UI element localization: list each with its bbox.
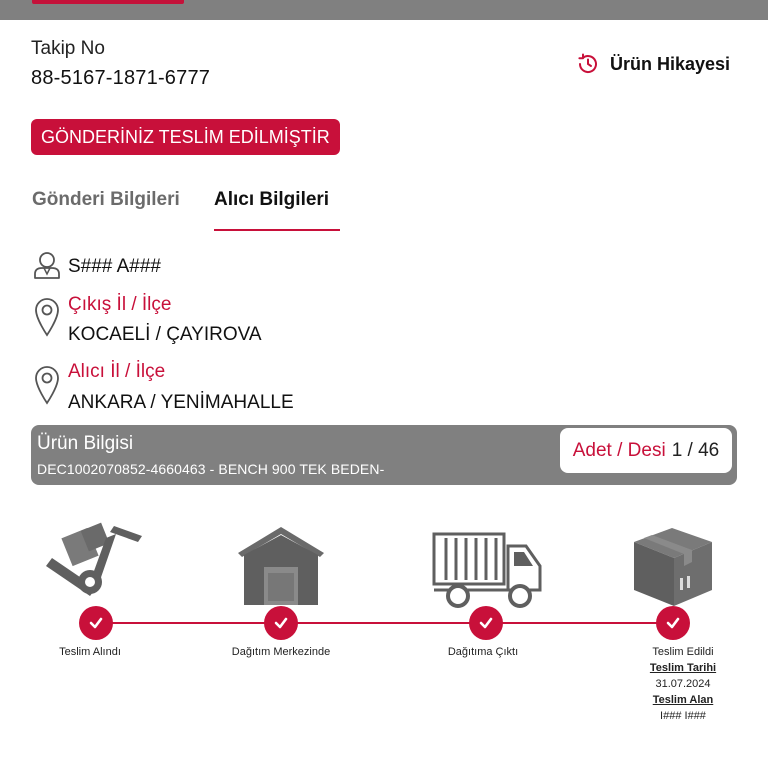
brand-logo: [32, 0, 184, 4]
warehouse-icon: [238, 527, 324, 607]
hand-truck-icon: [44, 518, 144, 608]
product-history-label: Ürün Hikayesi: [610, 53, 731, 74]
top-bar: [0, 0, 768, 20]
quantity-box: [560, 428, 732, 473]
quantity-value: 1 / 46: [671, 439, 720, 461]
step-label-out-for-delivery: Dağıtıma Çıktı: [447, 646, 519, 658]
active-tab-indicator: [214, 229, 340, 231]
product-info-box: [31, 425, 737, 485]
delivery-receiver-value: I### I###: [660, 710, 706, 722]
step-label-delivered: Teslim Edildi: [652, 646, 714, 658]
tracking-label: Takip No: [31, 38, 105, 59]
person-icon: [32, 250, 62, 280]
destination-value: ANKARA / YENİMAHALLE: [68, 392, 294, 413]
step-check-icon: [656, 606, 690, 640]
destination-title: Alıcı İl / İlçe: [68, 361, 166, 382]
package-box-icon: [632, 528, 714, 606]
tab-sender-info[interactable]: Gönderi Bilgileri: [32, 189, 180, 210]
origin-title: Çıkış İl / İlçe: [68, 294, 172, 315]
receiver-name: S### A###: [68, 256, 161, 277]
step-label-distribution-center: Dağıtım Merkezinde: [231, 646, 331, 658]
status-badge: GÖNDERİNİZ TESLİM EDİLMİŞTİR: [31, 119, 340, 155]
history-clock-icon: [576, 52, 600, 76]
delivery-date-value: 31.07.2024: [655, 678, 711, 690]
location-pin-icon: [34, 365, 60, 405]
delivery-details: [650, 660, 716, 724]
product-description: DEC1002070852-4660463 - BENCH 900 TEK BEDEN-: [37, 461, 385, 477]
quantity-label: Adet / Desi: [572, 439, 666, 461]
origin-value: KOCAELİ / ÇAYIROVA: [68, 324, 262, 345]
product-history-link[interactable]: [576, 52, 730, 76]
step-check-icon: [469, 606, 503, 640]
step-check-icon: [79, 606, 113, 640]
timeline-line: [96, 622, 674, 624]
tracking-number: 88-5167-1871-6777: [31, 67, 211, 89]
tab-receiver-info[interactable]: Alıcı Bilgileri: [214, 189, 330, 210]
product-title: Ürün Bilgisi: [37, 433, 134, 454]
delivery-date-label: Teslim Tarihi: [649, 662, 717, 674]
truck-icon: [432, 532, 544, 610]
step-check-icon: [264, 606, 298, 640]
location-pin-icon: [34, 297, 60, 337]
step-label-received: Teslim Alındı: [59, 646, 121, 658]
delivery-receiver-label: Teslim Alan: [652, 694, 714, 706]
